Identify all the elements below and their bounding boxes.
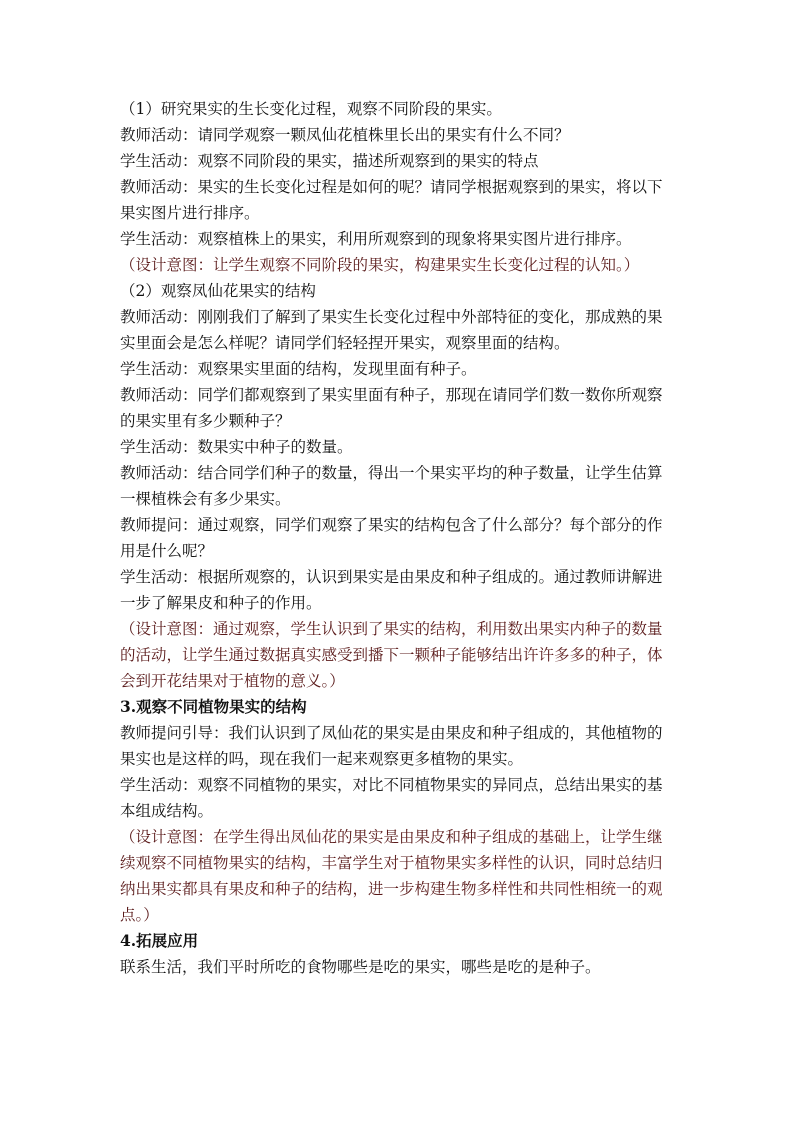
paragraph-line: 教师活动：同学们都观察到了果实里面有种子，那现在请同学们数一数你所观察 [120, 386, 663, 404]
design-intent-note: 点。） [120, 906, 159, 924]
design-intent-note: 的活动，让学生通过数据真实感受到播下一颗种子能够结出许许多多的种子，体 [120, 646, 663, 664]
design-intent-note: 续观察不同植物果实的结构，丰富学生对于植物果实多样性的认识，同时总结归 [120, 854, 663, 872]
paragraph-line: 本组成结构。 [120, 802, 214, 820]
paragraph-line: 学生活动：数果实中种子的数量。 [120, 438, 353, 456]
design-intent-note: 纳出果实都具有果皮和种子的结构，进一步构建生物多样性和共同性相统一的观 [120, 880, 663, 898]
paragraph-line: 教师活动：请同学观察一颗凤仙花植株里长出的果实有什么不同？ [120, 126, 570, 144]
paragraph-line: 教师提问：通过观察，同学们观察了果实的结构包含了什么部分？每个部分的作 [120, 516, 663, 534]
section-subtitle: （2）观察凤仙花果实的结构 [120, 282, 316, 300]
paragraph-line: 实里面会是怎么样呢？请同学们轻轻捏开果实，观察里面的结构。 [120, 334, 570, 352]
paragraph-line: 果实也是这样的吗，现在我们一起来观察更多植物的果实。 [120, 750, 524, 768]
paragraph-line: 教师活动：结合同学们种子的数量，得出一个果实平均的种子数量，让学生估算 [120, 464, 663, 482]
paragraph-line: （1）研究果实的生长变化过程，观察不同阶段的果实。 [120, 100, 502, 118]
paragraph-line: 教师提问引导：我们认识到了凤仙花的果实是由果皮和种子组成的，其他植物的 [120, 724, 663, 742]
section-heading: 4.拓展应用 [120, 931, 199, 950]
design-intent-note: 会到开花结果对于植物的意义。） [120, 672, 345, 690]
design-intent-note: （设计意图：通过观察，学生认识到了果实的结构，利用数出果实内种子的数量 [120, 620, 663, 638]
section-heading: 3.观察不同植物果实的结构 [120, 697, 307, 716]
paragraph-line: 学生活动：观察不同植物的果实，对比不同植物果实的异同点，总结出果实的基 [120, 776, 663, 794]
paragraph-line: 一棵植株会有多少果实。 [120, 490, 291, 508]
paragraph-line: 学生活动：观察不同阶段的果实，描述所观察到的果实的特点 [120, 152, 539, 170]
paragraph-line: 果实图片进行排序。 [120, 204, 260, 222]
paragraph-line: 教师活动：刚刚我们了解到了果实生长变化过程中外部特征的变化，那成熟的果 [120, 308, 663, 326]
paragraph-line: 学生活动：观察果实里面的结构，发现里面有种子。 [120, 360, 477, 378]
paragraph-line: 教师活动：果实的生长变化过程是如何的呢？请同学根据观察到的果实，将以下 [120, 178, 663, 196]
paragraph-line: 联系生活，我们平时所吃的食物哪些是吃的果实，哪些是吃的是种子。 [120, 958, 601, 976]
paragraph-line: 的果实里有多少颗种子？ [120, 412, 291, 430]
document-page [120, 96, 676, 980]
paragraph-line: 学生活动：观察植株上的果实，利用所观察到的现象将果实图片进行排序。 [120, 230, 632, 248]
design-intent-note: （设计意图：在学生得出凤仙花的果实是由果皮和种子组成的基础上，让学生继 [120, 828, 663, 846]
paragraph-line: 学生活动：根据所观察的，认识到果实是由果皮和种子组成的。通过教师讲解进 [120, 568, 663, 586]
paragraph-line: 一步了解果皮和种子的作用。 [120, 594, 322, 612]
paragraph-line: 用是什么呢？ [120, 542, 214, 560]
design-intent-note: （设计意图：让学生观察不同阶段的果实，构建果实生长变化过程的认知。） [120, 256, 640, 274]
